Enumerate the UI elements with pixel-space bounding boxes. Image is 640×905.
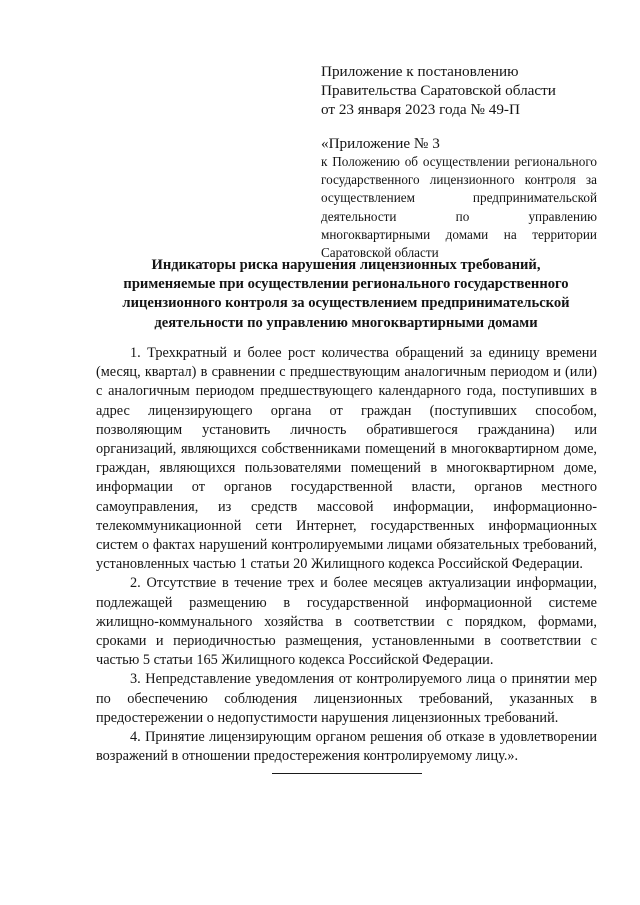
paragraph-2: 2. Отсутствие в течение трех и более месяцев актуализации информации, подлежащей размещению в государственной информационной системе жилищно-коммунального хозяйства в соответствии с порядком, формами, сроками и периодичностью размещения, установленными в соответствии с частью 5 статьи 165 Жилищного кодекса Российской Федерации. <box>96 575 597 669</box>
paragraph-1: 1. Трехкратный и более рост количества обращений за единицу времени (месяц, квартал) в сравнении с предшествующим аналогичным периодом и (или) с аналогичным периодом предшествующего календарного года, поступивших в адрес лицензирующего органа от граждан (поступивших способом, позволяющим установить личность обратившегося гражданина) или организаций, являющихся собственниками помещений в многоквартирном доме, граждан, являющихся пользователями помещений в многоквартирном доме, информации от органов государственной власти, органов местного самоуправления, из средств массовой информации, информационно-телекоммуникационной сети Интернет, государственных информационных систем о фактах нарушений контролируемыми лицами обязательных требований, установленных частью 1 статьи 20 Жилищного кодекса Российской Федерации. <box>96 345 597 573</box>
header-line-2: Правительства Саратовской области <box>321 82 556 99</box>
paragraph-4: 4. Принятие лицензирующим органом решения об отказе в удовлетворении возражений в отношении предостережения контролируемому лицу.». <box>96 729 597 765</box>
resolution-header <box>321 62 601 119</box>
document-body <box>96 344 597 766</box>
header-line-1: Приложение к постановлению <box>321 63 519 80</box>
annex-reference <box>321 134 597 262</box>
title-line-1: Индикаторы риска нарушения лицензионных требований, <box>151 257 541 273</box>
annex-title: «Приложение № 3 <box>321 135 440 152</box>
closing-line <box>272 773 422 774</box>
document-title <box>96 256 596 333</box>
paragraph-3: 3. Непредставление уведомления от контролируемого лица о принятии мер по обеспечению соблюдения лицензионных требований, указанных в предостережении о недопустимости нарушения лицензионных требований. <box>96 671 597 726</box>
title-line-2: применяемые при осуществлении регионального государственного <box>123 276 569 293</box>
annex-text: к Положению об осуществлении регионального государственного лицензионного контроля за осуществлением предпринимательской деятельности по управлению многоквартирными домами на территории Саратовской области <box>321 154 597 261</box>
title-line-3: лицензионного контроля за осуществлением предпринимательской <box>122 295 570 312</box>
title-line-4: деятельности по управлению многоквартирными домами <box>154 314 538 331</box>
header-line-3: от 23 января 2023 года № 49-П <box>321 101 520 118</box>
